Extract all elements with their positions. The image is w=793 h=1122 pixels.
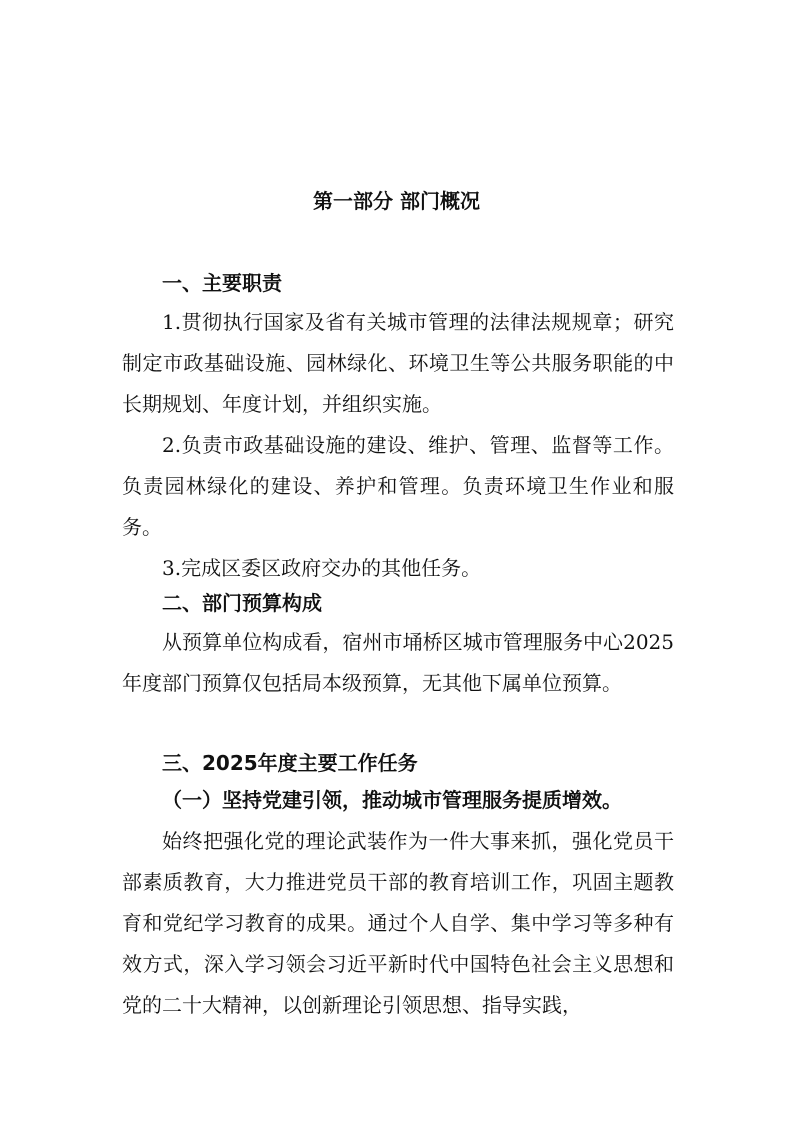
section-body-budget: [122, 622, 674, 704]
subheading: （一）坚持党建引领，推动城市管理服务提质增效。: [162, 788, 622, 812]
section-heading-responsibilities: [122, 268, 674, 298]
paragraph: 3.完成区委区政府交办的其他任务。: [162, 556, 482, 580]
page-title: 第一部分 部门概况: [313, 189, 480, 213]
section-heading: 一、主要职责: [162, 271, 282, 295]
section-body-tasks: [122, 780, 674, 1026]
paragraph: 2.负责市政基础设施的建设、维护、管理、监督等工作。负责园林绿化的建设、养护和管理。负责环境卫生作业和服务。: [122, 433, 674, 539]
paragraph: 从预算单位构成看，宿州市埇桥区城市管理服务中心2025年度部门预算仅包括局本级预算，无其他下属单位预算。: [122, 630, 674, 695]
section-heading: 二、部门预算构成: [162, 591, 322, 615]
section-heading-tasks: [122, 748, 674, 778]
section-body-responsibilities: [122, 302, 674, 589]
paragraph: 1.贯彻执行国家及省有关城市管理的法律法规规章；研究制定市政基础设施、园林绿化、环境卫生等公共服务职能的中长期规划、年度计划，并组织实施。: [122, 310, 674, 416]
paragraph: 始终把强化党的理论武装作为一件大事来抓，强化党员干部素质教育，大力推进党员干部的教育培训工作，巩固主题教育和党纪学习教育的成果。通过个人自学、集中学习等多种有效方式，深入学习领会习近平新时代中国特色社会主义思想和党的二十大精神，以创新理论引领思想、指导实践，: [122, 829, 674, 1017]
section-heading: 三、2025年度主要工作任务: [162, 751, 418, 775]
section-heading-budget: [122, 588, 674, 618]
